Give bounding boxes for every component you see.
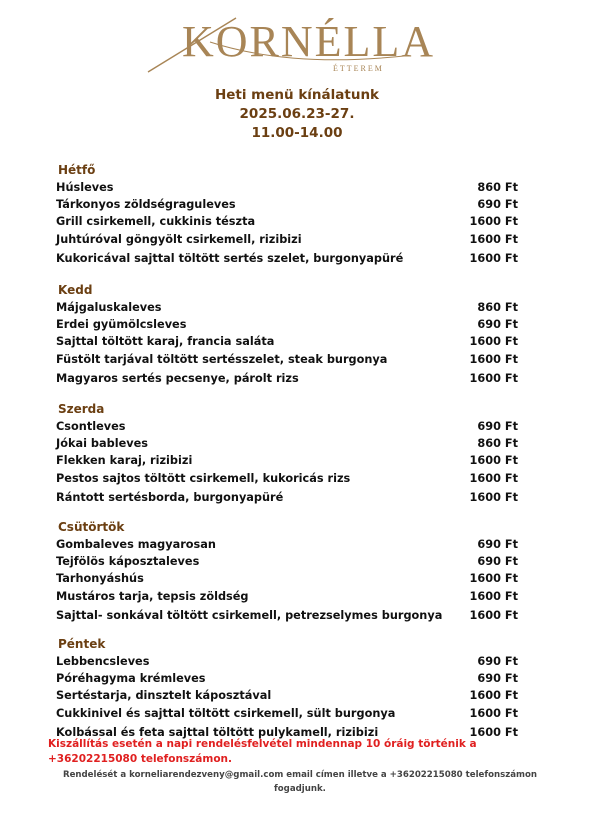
dish-name: Grill csirkemell, cukkinis tészta bbox=[56, 215, 256, 229]
dish-price: 860 Ft bbox=[477, 437, 518, 451]
dish-price: 860 Ft bbox=[477, 181, 518, 194]
dish-price: 1600 Ft bbox=[469, 371, 518, 385]
dish-name: Erdei gyümölcsleves bbox=[56, 318, 187, 332]
day-heading: Szerda bbox=[58, 402, 105, 416]
menu-item-row bbox=[56, 671, 518, 687]
dish-price: 1600 Ft bbox=[469, 251, 518, 265]
menu-header bbox=[0, 86, 594, 143]
dish-price: 860 Ft bbox=[477, 301, 518, 314]
dish-name: Rántott sertésborda, burgonyapüré bbox=[56, 490, 284, 504]
menu-item-row bbox=[56, 688, 518, 704]
dish-price: 1600 Ft bbox=[469, 689, 518, 703]
dish-name: Csontleves bbox=[56, 420, 126, 433]
menu-item-row bbox=[56, 453, 518, 469]
dish-price: 690 Ft bbox=[477, 318, 518, 332]
menu-item-row bbox=[56, 352, 518, 368]
menu-item-row bbox=[56, 197, 518, 213]
dish-name: Sajttal- sonkával töltött csirkemell, petrezselymes burgonya bbox=[56, 608, 443, 622]
dish-price: 690 Ft bbox=[477, 198, 518, 212]
day-heading: Csütörtök bbox=[58, 520, 125, 534]
dish-name: Lebbencsleves bbox=[56, 655, 150, 668]
menu-item-row bbox=[56, 334, 518, 350]
dish-price: 1600 Ft bbox=[469, 352, 518, 366]
menu-item-row bbox=[56, 589, 518, 605]
dish-name: Kukoricával sajttal töltött sertés szelet, burgonyapüré bbox=[56, 251, 404, 265]
logo-subtitle: ÉTTEREM bbox=[333, 64, 384, 73]
menu-item-row bbox=[56, 554, 518, 570]
day-heading: Péntek bbox=[58, 637, 106, 651]
dish-name: Tárkonyos zöldségraguleves bbox=[56, 198, 236, 212]
menu-item-row bbox=[56, 180, 518, 196]
dish-price: 690 Ft bbox=[477, 555, 518, 569]
menu-item-row bbox=[56, 419, 518, 435]
menu-item-row bbox=[56, 706, 518, 722]
dish-name: Húsleves bbox=[56, 181, 114, 194]
dish-price: 1600 Ft bbox=[469, 215, 518, 229]
dish-price: 690 Ft bbox=[477, 538, 518, 551]
dish-price: 1600 Ft bbox=[469, 608, 518, 622]
menu-item-row bbox=[56, 251, 518, 267]
dish-price: 1600 Ft bbox=[469, 706, 518, 720]
menu-item-row bbox=[56, 537, 518, 553]
dish-name: Magyaros sertés pecsenye, párolt rizs bbox=[56, 371, 299, 385]
dish-name: Májgaluskaleves bbox=[56, 301, 162, 314]
dish-name: Flekken karaj, rizibizi bbox=[56, 454, 193, 468]
dish-name: Póréhagyma krémleves bbox=[56, 672, 206, 686]
menu-item-row bbox=[56, 300, 518, 316]
dish-price: 690 Ft bbox=[477, 672, 518, 686]
menu-dates: 2025.06.23-27. bbox=[239, 106, 355, 122]
menu-hours: 11.00-14.00 bbox=[251, 125, 343, 141]
menu-item-row bbox=[56, 608, 518, 624]
dish-price: 1600 Ft bbox=[469, 454, 518, 468]
dish-price: 1600 Ft bbox=[469, 335, 518, 349]
dish-name: Sertéstarja, dinsztelt káposztával bbox=[56, 689, 272, 703]
day-heading: Hétfő bbox=[58, 163, 96, 177]
dish-price: 690 Ft bbox=[477, 420, 518, 433]
menu-item-row bbox=[56, 232, 518, 248]
dish-name: Tejfölös káposztaleves bbox=[56, 555, 200, 569]
dish-price: 1600 Ft bbox=[469, 471, 518, 485]
dish-name: Cukkinivel és sajttal töltött csirkemell, sült burgonya bbox=[56, 706, 396, 720]
dish-name: Juhtúróval göngyölt csirkemell, rizibizi bbox=[56, 232, 302, 246]
dish-price: 1600 Ft bbox=[469, 232, 518, 246]
menu-item-row bbox=[56, 371, 518, 387]
dish-name: Sajttal töltött karaj, francia saláta bbox=[56, 335, 275, 349]
delivery-notice: Kiszállítás esetén a napi rendelésfelvétel mindennap 10 óráig történik a +36202215080 telefonszámon. bbox=[48, 738, 477, 765]
menu-item-row bbox=[56, 571, 518, 587]
restaurant-logo bbox=[140, 8, 436, 78]
dish-name: Gombaleves magyarosan bbox=[56, 538, 216, 551]
day-heading: Kedd bbox=[58, 283, 93, 297]
dish-price: 1600 Ft bbox=[469, 490, 518, 504]
menu-item-row bbox=[56, 436, 518, 452]
menu-item-row bbox=[56, 214, 518, 230]
menu-item-row bbox=[56, 654, 518, 670]
dish-price: 690 Ft bbox=[477, 655, 518, 668]
dish-name: Pestos sajtos töltött csirkemell, kukoricás rizs bbox=[56, 471, 351, 485]
dish-price: 1600 Ft bbox=[469, 589, 518, 603]
dish-name: Tarhonyáshús bbox=[56, 572, 144, 586]
menu-item-row bbox=[56, 317, 518, 333]
menu-title: Heti menü kínálatunk bbox=[214, 87, 380, 103]
dish-name: Jókai bableves bbox=[56, 437, 148, 451]
dish-name: Füstölt tarjával töltött sertésszelet, steak burgonya bbox=[56, 352, 388, 366]
order-footer: Rendelését a korneliarendezveny@gmail.com email címen illetve a +36202215080 telefonszámon fogadjunk. bbox=[62, 770, 538, 794]
menu-item-row bbox=[56, 490, 518, 506]
dish-price: 1600 Ft bbox=[469, 572, 518, 586]
menu-item-row bbox=[56, 471, 518, 487]
dish-name: Kolbással és feta sajttal töltött pulykamell, rizibizi bbox=[56, 725, 379, 739]
dish-price: 1600 Ft bbox=[469, 725, 518, 739]
dish-name: Mustáros tarja, tepsis zöldség bbox=[56, 589, 249, 603]
logo-brand: KORNÉLLA bbox=[182, 17, 436, 66]
